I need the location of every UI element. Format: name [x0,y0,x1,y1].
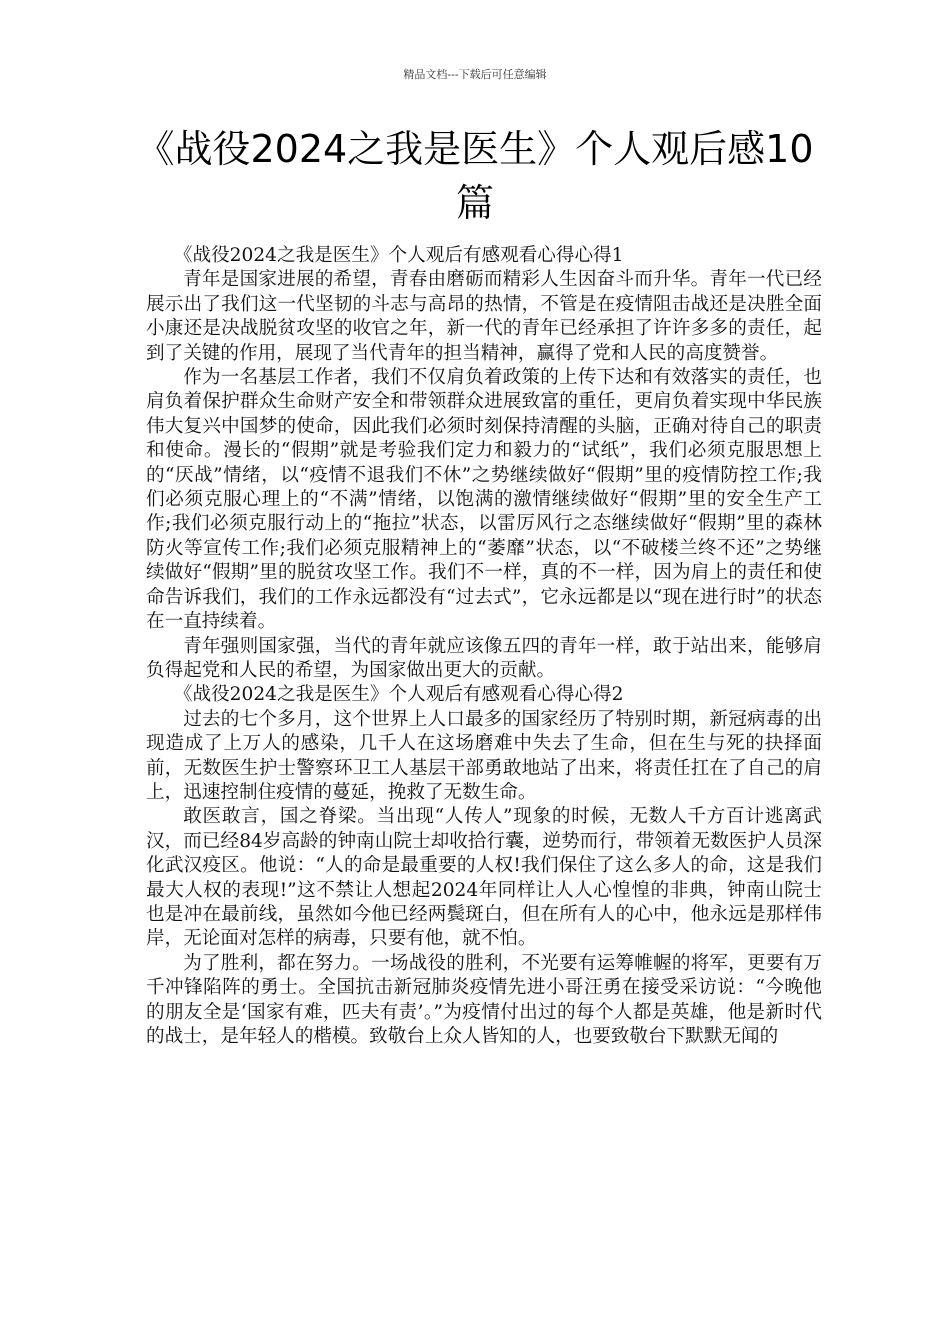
paragraph: 青年强则国家强，当代的青年就应该像五四的青年一样，敢于站出来，能够肩负得起党和人民的希望，为国家做出更大的贡献。 [146,635,822,681]
document-title: 《战役2024之我是医生》个人观后感10篇 [136,127,814,225]
paragraph: 敢医敢言，国之脊梁。当出现“人传人”现象的时候，无数人千方百计逃离武汉，而已经84岁高龄的钟南山院士却收拾行囊，逆势而行，带领着无数医护人员深化武汉疫区。他说：“人的命是最重要的人权!我们保住了这么多人的命，这是我们最大人权的表现!”这不禁让人想起2024年同样让人人心惶惶的非典，钟南山院士也是冲在最前线，虽然如今他已经两鬓斑白，但在所有人的心中，他永远是那样伟岸，无论面对怎样的病毒，只要有他，就不怕。 [146,806,822,950]
paragraph: 作为一名基层工作者，我们不仅肩负着政策的上传下达和有效落实的责任，也肩负着保护群众生命财产安全和带领群众进展致富的重任，更肩负着实现中华民族伟大复兴中国梦的使命，因此我们必须时刻保持清醒的头脑，正确对待自己的职责和使命。漫长的“假期”就是考验我们定力和毅力的“试纸”，我们必须克服思想上的“厌战”情绪，以“疫情不退我们不休”之势继续做好“假期”里的疫情防控工作;我们必须克服心理上的“不满”情绪，以饱满的激情继续做好“假期”里的安全生产工作;我们必须克服行动上的“拖拉”状态，以雷厉风行之态继续做好“假期”里的森林防火等宣传工作;我们必须克服精神上的“萎靡”状态，以“不破楼兰终不还”之势继续做好“假期”里的脱贫攻坚工作。我们不一样，真的不一样，因为肩上的责任和使命告诉我们，我们的工作永远都没有“过去式”，它永远都是以“现在进行时”的状态在一直持续着。 [146,367,822,633]
section-heading: 《战役2024之我是医生》个人观后有感观看心得心得2 [173,684,624,706]
header-note: 精品文档---下载后可任意编辑 [403,68,547,81]
paragraph: 青年是国家进展的希望，青春由磨砺而精彩人生因奋斗而升华。青年一代已经展示出了我们这一代坚韧的斗志与高昂的热情，不管是在疫情阻击战还是决胜全面小康还是决战脱贫攻坚的收官之年，新一代的青年已经承担了许许多多的责任，起到了关键的作用，展现了当代青年的担当精神，赢得了党和人民的高度赞誉。 [146,269,822,364]
paragraph: 过去的七个多月，这个世界上人口最多的国家经历了特别时期，新冠病毒的出现造成了上万人的感染，几千人在这场磨难中失去了生命，但在生与死的抉择面前，无数医生护士警察环卫工人基层干部勇敢地站了出来，将责任扛在了自己的肩上，迅速控制住疫情的蔓延，挽救了无数生命。 [146,708,822,803]
paragraph: 为了胜利，都在努力。一场战役的胜利，不光要有运筹帷幄的将军，更要有万千冲锋陷阵的勇士。全国抗击新冠肺炎疫情先进小哥汪勇在接受采访说：“今晚他的朋友全是‘国家有难，匹夫有责’。”为疫情付出过的每个人都是英雄，他是新时代的战士，是年轻人的楷模。致敬台上众人皆知的人，也要致敬台下默默无闻的 [146,952,822,1047]
section-heading: 《战役2024之我是医生》个人观后有感观看心得心得1 [173,245,624,266]
document-body [146,244,822,1049]
